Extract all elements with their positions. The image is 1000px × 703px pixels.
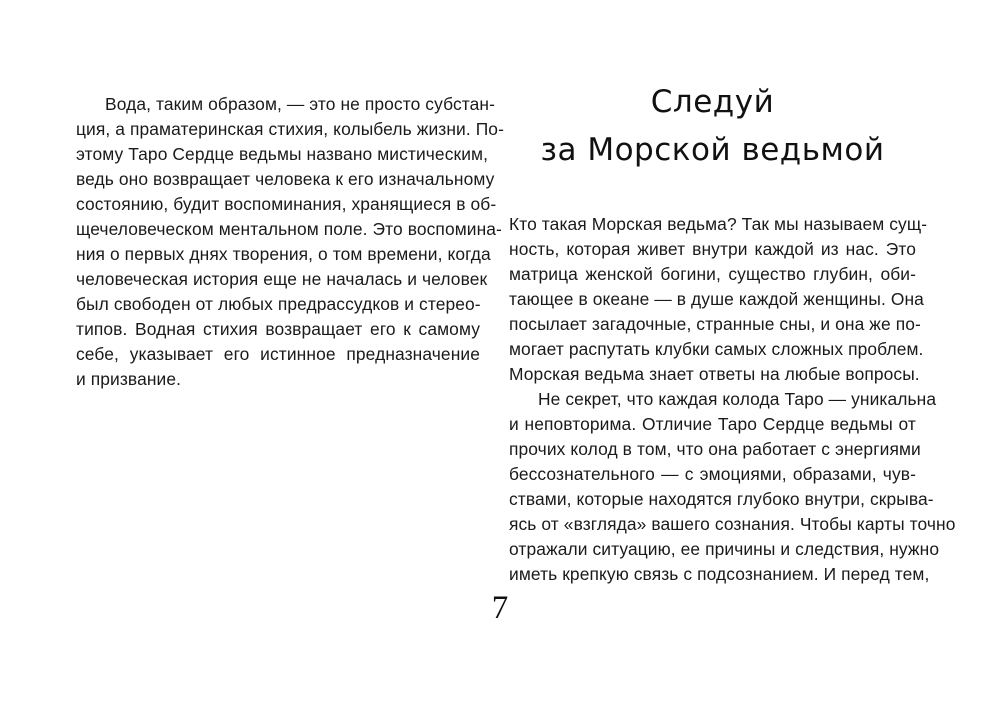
right-text-line: Кто такая Морская ведьма? Так мы называем сущ- (509, 214, 928, 234)
left-text-line: ния о первых днях творения, о том времени, когда (76, 244, 491, 264)
left-text-line: типов. Водная стихия возвращает его к самому (76, 319, 480, 339)
right-text-line: могает распутать клубки самых сложных проблем. (509, 339, 924, 359)
left-text-line: этому Таро Сердце ведьмы названо мистическим, (76, 144, 489, 164)
left-text-line: щечеловеческом ментальном поле. Это воспомина- (76, 219, 502, 239)
right-text-line: Не секрет, что каждая колода Таро — уникальна (538, 389, 937, 409)
left-text-line: Вода, таким образом, — это не просто субстан- (105, 94, 495, 114)
left-text-line: ведь оно возвращает человека к его изначальному (76, 169, 495, 189)
right-text-line: Морская ведьма знает ответы на любые вопросы. (509, 364, 920, 384)
right-text-line: иметь крепкую связь с подсознанием. И перед тем, (509, 564, 930, 584)
right-text-line: тающее в океане — в душе каждой женщины. Она (509, 289, 924, 309)
right-text-line: ность, которая живет внутри каждой из нас. Это (509, 239, 916, 259)
left-text-line: ция, а праматеринская стихия, колыбель жизни. По- (76, 119, 504, 139)
right-text-line: отражали ситуацию, ее причины и следствия, нужно (509, 539, 940, 559)
right-text-line: бессознательного — с эмоциями, образами, чув- (509, 464, 916, 484)
page-number: 7 (491, 590, 509, 626)
right-text-line: матрица женской богини, существо глубин, оби- (509, 264, 916, 284)
left-text-line: человеческая история еще не началась и человек (76, 269, 488, 289)
right-text-line: посылает загадочные, странные сны, и она же по- (509, 314, 921, 334)
right-text-line: прочих колод в том, что она работает с энергиями (509, 439, 921, 459)
left-text-line: состоянию, будит воспоминания, хранящиеся в об- (76, 194, 497, 214)
right-text-line: ясь от «взгляда» вашего сознания. Чтобы карты точно (509, 514, 956, 534)
chapter-title-line-1: Следуй (650, 84, 775, 120)
right-text-line: ствами, которые находятся глубоко внутри, скрыва- (509, 489, 934, 509)
right-text-line: и неповторима. Отличие Таро Сердце ведьмы от (509, 414, 916, 434)
left-text-line: был свободен от любых предрассудков и стерео- (76, 294, 481, 314)
chapter-title-line-2: за Морской ведьмой (540, 132, 885, 168)
left-text-line: себе, указывает его истинное предназначение (76, 344, 480, 364)
left-text-line: и призвание. (76, 369, 182, 389)
